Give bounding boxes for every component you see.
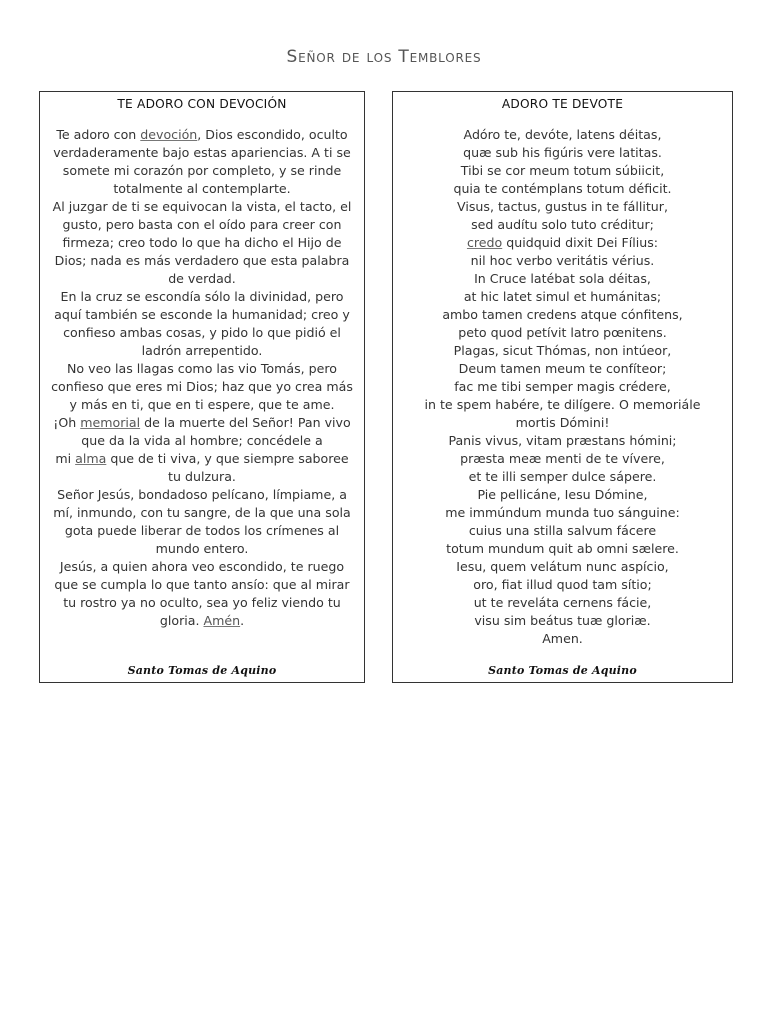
text-link[interactable]: Amén [203, 613, 241, 628]
text-link[interactable]: credo [466, 235, 503, 250]
text-line: Señor Jesús, bondadoso pelícano, límpiame, a [57, 487, 347, 502]
text-line: cuius una stilla salvum fácere [468, 523, 657, 538]
text-line: ladrón arrepentido. [141, 343, 263, 358]
text-line: Tibi se cor meum totum súbiicit, [460, 163, 665, 178]
text-line: Visus, tactus, gustus in te fállitur, [457, 199, 668, 214]
text-line: tu dulzura. [168, 469, 236, 484]
text-line: Plagas, sicut Thómas, non intúeor, [453, 343, 672, 358]
text-line: fac me tibi semper magis crédere, [454, 379, 671, 394]
text-line: quæ sub his figúris vere latitas. [463, 145, 662, 160]
text-line: nil hoc verbo veritátis vérius. [470, 253, 655, 268]
text-line: at hic latet simul et humánitas; [463, 289, 662, 304]
card-title: TE ADORO CON DEVOCIÓN [117, 97, 287, 111]
text-line: No veo las llagas como las vio Tomás, pero [66, 361, 337, 376]
text-line: y más en ti, que en ti espere, que te ame. [69, 397, 335, 412]
text-line: tu rostro ya no oculto, sea yo feliz viendo tu [63, 595, 341, 610]
text-line: confieso que eres mi Dios; haz que yo crea más [51, 379, 353, 394]
text-line: totalmente al contemplarte. [113, 181, 291, 196]
signature: Santo Tomas de Aquino [488, 664, 637, 677]
text-line: Al juzgar de ti se equivocan la vista, el tacto, el [52, 199, 352, 214]
text-line: gusto, pero basta con el oído para creer con [62, 217, 342, 232]
text-line: Adóro te, devóte, latens déitas, [463, 127, 662, 142]
text-line: verdaderamente bajo estas apariencias. A ti se [53, 145, 351, 160]
text-link[interactable]: alma [75, 451, 107, 466]
text-line: Te adoro con devoción, Dios escondido, oculto [56, 127, 348, 142]
text-line: visu sim beátus tuæ gloriæ. [474, 613, 651, 628]
text-line: Dios; nada es más verdadero que esta palabra [54, 253, 350, 268]
text-line: præsta meæ menti de te vívere, [460, 451, 665, 466]
text-line: credo quidquid dixit Dei Fílius: [466, 235, 659, 250]
text-line: gota puede liberar de todos los crímenes al [64, 523, 340, 538]
text-line: quia te contémplans totum déficit. [453, 181, 672, 196]
text-line: In Cruce latébat sola déitas, [474, 271, 651, 286]
card-title: ADORO TE DEVOTE [501, 97, 624, 111]
text-link[interactable]: memorial [80, 415, 141, 430]
text-line: Amen. [542, 631, 583, 646]
text-line: ut te reveláta cernens fácie, [473, 595, 652, 610]
text-line: peto quod petívit latro pœnitens. [458, 325, 667, 340]
text-line: me immúndum munda tuo sánguine: [445, 505, 680, 520]
text-line: Panis vivus, vitam præstans hómini; [448, 433, 677, 448]
text-line: ambo tamen credens atque cónfitens, [442, 307, 683, 322]
signature: Santo Tomas de Aquino [127, 664, 277, 677]
text-line: Deum tamen meum te confíteor; [458, 361, 667, 376]
prayer-text [40, 126, 364, 630]
text-line: Pie pellicáne, Iesu Dómine, [477, 487, 648, 502]
text-line: de verdad. [168, 271, 236, 286]
text-line: mortis Dómini! [515, 415, 610, 430]
text-line: ¡Oh memorial de la muerte del Señor! Pan vivo [53, 415, 351, 430]
text-line: aquí también se esconde la humanidad; creo y [54, 307, 350, 322]
text-line: in te spem habére, te dilígere. O memoriále [424, 397, 701, 412]
text-line: confieso ambas cosas, y pido lo que pidió el [63, 325, 341, 340]
prayer-card-spanish [39, 91, 365, 683]
text-line: somete mi corazón por completo, y se rinde [62, 163, 342, 178]
text-line: totum mundum quit ab omni sælere. [446, 541, 679, 556]
prayer-text [393, 126, 732, 648]
text-line: gloria. Amén. [159, 613, 245, 628]
text-link[interactable]: devoción [140, 127, 198, 142]
text-line: mundo entero. [155, 541, 249, 556]
text-line: et te illi semper dulce sápere. [468, 469, 657, 484]
text-line: Jesús, a quien ahora veo escondido, te ruego [59, 559, 345, 574]
text-line: sed audítu solo tuto créditur; [471, 217, 654, 232]
text-line: firmeza; creo todo lo que ha dicho el Hijo de [62, 235, 342, 250]
prayer-card-latin [392, 91, 733, 683]
text-line: Iesu, quem velátum nunc aspício, [456, 559, 669, 574]
page-title: Señor de los Temblores [286, 47, 482, 67]
text-line: mi alma que de ti viva, y que siempre saboree [55, 451, 349, 466]
text-line: que da la vida al hombre; concédele a [81, 433, 323, 448]
text-line: que se cumpla lo que tanto ansío: que al mirar [54, 577, 350, 592]
text-line: oro, fiat illud quod tam sítio; [473, 577, 652, 592]
text-line: mí, inmundo, con tu sangre, de la que una sola [53, 505, 351, 520]
text-line: En la cruz se escondía sólo la divinidad, pero [60, 289, 344, 304]
